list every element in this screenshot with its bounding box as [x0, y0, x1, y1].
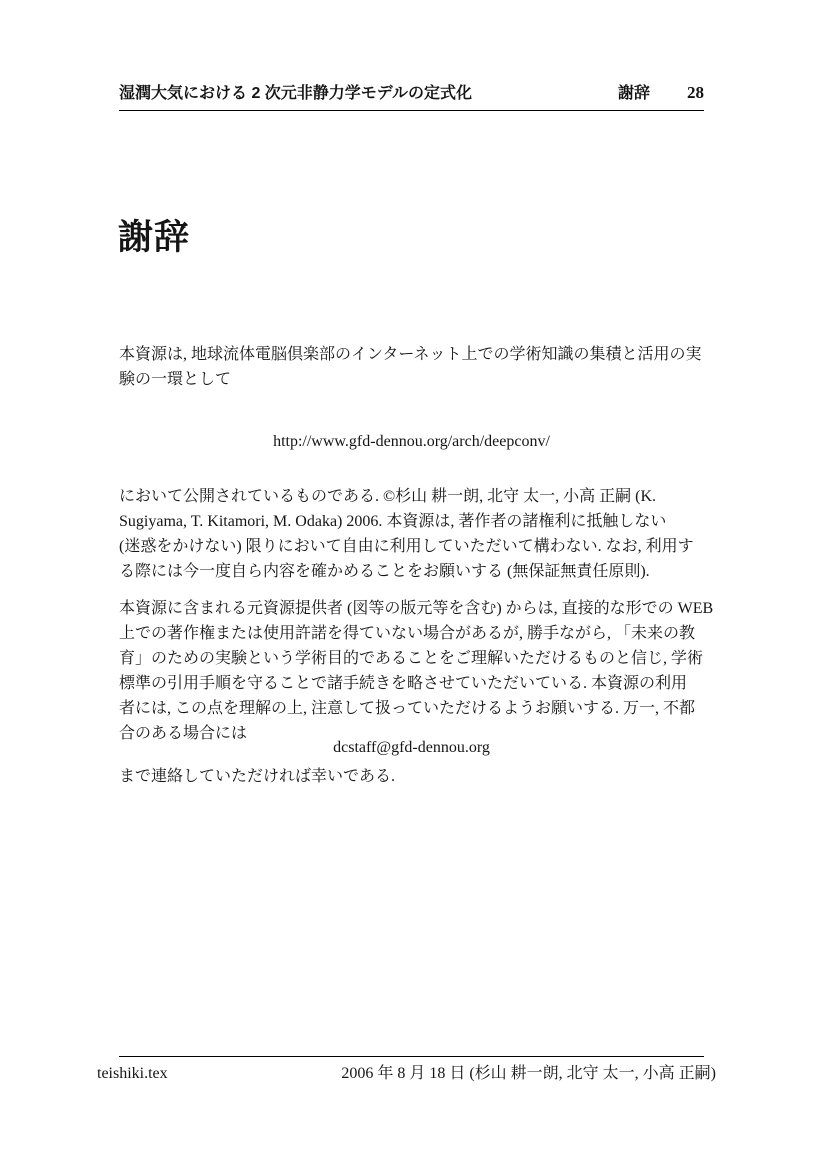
page-footer: [97, 1063, 716, 1085]
contact-email: dcstaff@gfd-dennou.org: [333, 739, 490, 756]
footer-date: 2006 年 8 月 18 日 (杉山 耕一朗, 北守 太一, 小高 正嗣): [341, 1065, 716, 1082]
text-line: 合のある場合には: [119, 725, 248, 742]
chapter-heading: 謝辞: [118, 218, 191, 257]
footer-filename: teishiki.tex: [97, 1065, 168, 1082]
text-line: まで連絡していただければ幸いである.: [119, 768, 396, 785]
text-line: 育」のための実験という学術目的であることをご理解いただけるものと信じ, 学術: [119, 650, 704, 667]
paragraph-sources: [119, 596, 759, 746]
text-line: 本資源は, 地球流体電脳倶楽部のインターネット上での学術知識の集積と活用の実: [119, 346, 702, 363]
header-section: 謝辞: [617, 85, 650, 102]
resource-url: http://www.gfd-dennou.org/arch/deepconv/: [273, 433, 550, 450]
text-line: 験の一環として: [119, 371, 232, 388]
header-right-group: [618, 83, 704, 104]
text-line: (迷惑をかけない) 限りにおいて自由に利用していただいて構わない. なお, 利用す: [119, 538, 694, 555]
page-header: [119, 83, 704, 104]
footer-rule: [119, 1056, 704, 1057]
paragraph-license: [119, 484, 759, 584]
paragraph-closing: [119, 764, 759, 789]
paragraph-intro: [119, 342, 759, 392]
header-rule: [119, 110, 704, 111]
text-line: Sugiyama, T. Kitamori, M. Odaka) 2006. 本資源は, 著作者の諸権利に抵触しない: [119, 513, 667, 530]
text-line: 本資源に含まれる元資源提供者 (図等の版元等を含む) からは, 直接的な形での WEB: [119, 600, 714, 617]
text-line: 標準の引用手順を守ることで諸手続きを略させていただいている. 本資源の利用: [119, 675, 688, 692]
text-line: 上での著作権または使用許諾を得ていない場合があるが, 勝手ながら, 「未来の教: [119, 625, 696, 642]
text-line: る際には今一度自ら内容を確かめることをお願いする (無保証無責任原則).: [119, 563, 650, 580]
text-line: 者には, この点を理解の上, 注意して扱っていただけるようお願いする. 万一, 不都: [119, 700, 696, 717]
header-page-number: 28: [687, 83, 704, 102]
header-title: 湿潤大気における 2 次元非静力学モデルの定式化: [119, 85, 472, 102]
text-line: において公開されているものである. ©杉山 耕一朗, 北守 太一, 小高 正嗣 (K.: [119, 488, 657, 505]
